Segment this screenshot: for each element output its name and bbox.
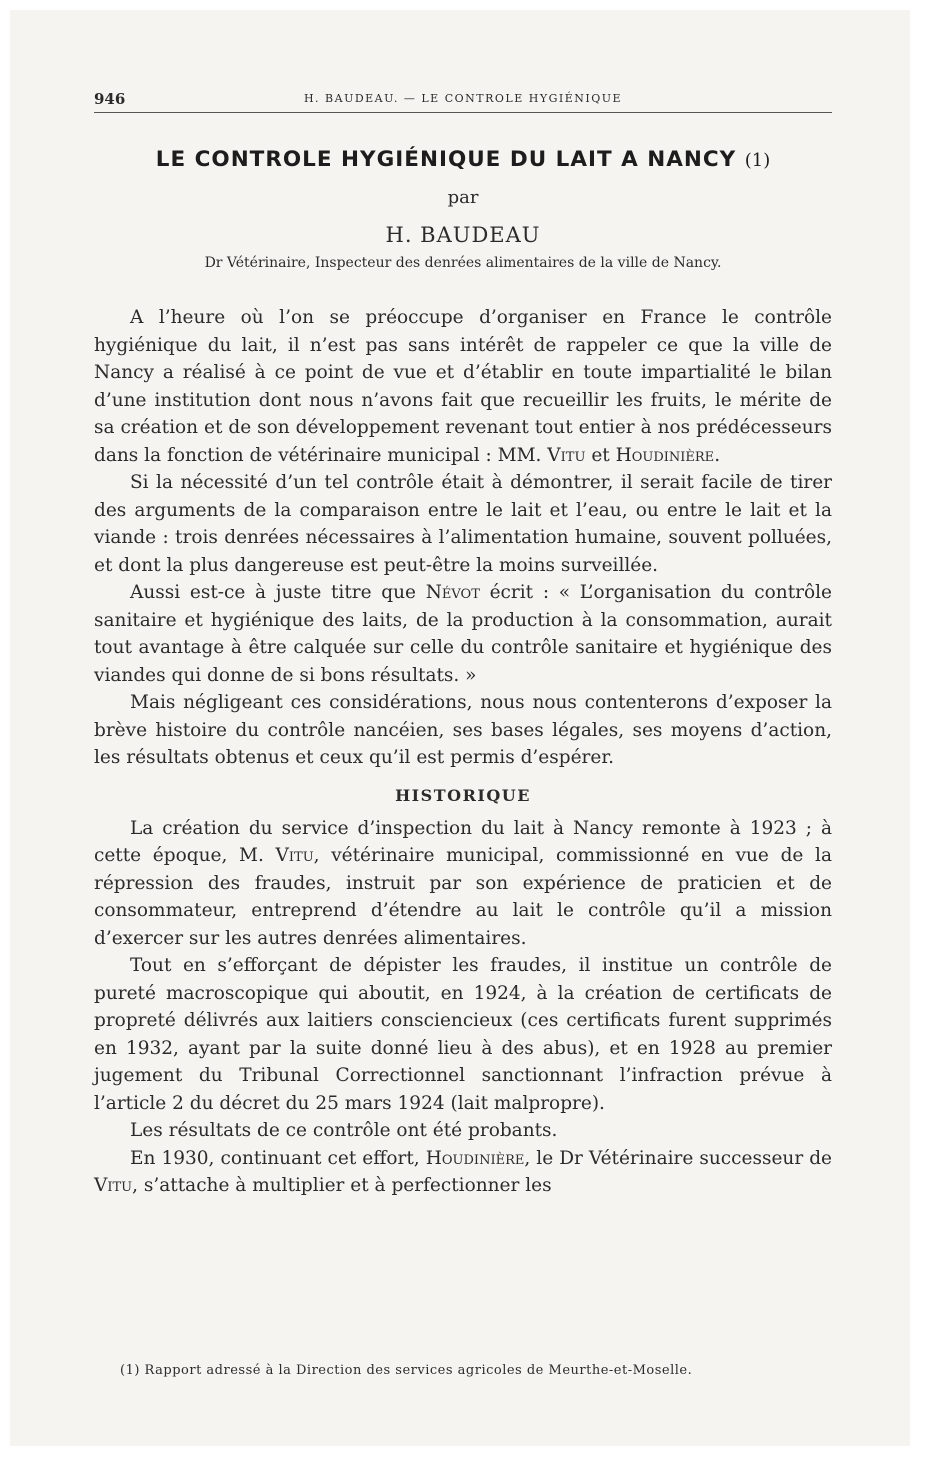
paragraph-1 — [94, 304, 832, 469]
sentence-end: . — [714, 444, 721, 466]
quotation: écrit : « L’organisation du contrôle sanitaire et hygiénique des laits, de la production à la consommation, aurait tout avantage à être calquée sur celle du contrôle sanitaire et hygiénique des viandes qui donne de si bons résultats. » — [94, 582, 832, 686]
paragraph-7: Les résultats de ce contrôle ont été probants. — [130, 1120, 558, 1141]
title-footnote-marker: (1) — [744, 150, 771, 171]
footnote: (1) Rapport adressé à la Direction des services agricoles de Meurthe-et-Moselle. — [120, 1363, 693, 1378]
person-name: Vitu — [94, 1175, 133, 1196]
person-name: Névot — [425, 582, 480, 603]
paragraph-8 — [94, 1145, 832, 1200]
paragraph-6: Tout en s’efforçant de dépister les fraudes, il institue un contrôle de pureté macroscopique qui aboutit, en 1924, à la création de certificats de propreté délivrés aux laitiers consciencieux (ces certificats furent supprimés en 1932, ayant par la suite donné lieu à des abus), et en 1928 au premier jugement du Tribunal Correctionnel sanctionnant l’infraction prévue à l’article 2 du décret du 25 mars 1924 (lait malpropre). — [94, 955, 832, 1114]
section-heading: HISTORIQUE — [395, 785, 531, 805]
person-name: Houdinière — [425, 1147, 525, 1169]
page-number: 946 — [94, 90, 126, 108]
running-title: H. BAUDEAU. — LE CONTROLE HYGIÉNIQUE — [303, 92, 623, 105]
article-title — [94, 147, 832, 172]
conjunction: et — [591, 444, 610, 466]
person-name: Houdinière — [615, 444, 715, 466]
person-name: Vitu — [275, 845, 314, 866]
paragraph-4: Mais négligeant ces considérations, nous nous contenterons d’exposer la brève histoire du contrôle nancéien, ses bases légales, ses moyens d’action, les résultats obtenus et ceux qu’il est permis d’espérer. — [94, 692, 832, 768]
paragraph-8-text: En 1930, continuant cet effort, — [130, 1147, 420, 1169]
article-title-text: LE CONTROLE HYGIÉNIQUE DU LAIT A NANCY — [155, 147, 737, 172]
paragraph-5-text: La création du service d’inspection du lait à Nancy remonte à 1923 ; à cette époque, M. — [94, 817, 832, 866]
author-affiliation: Dr Vétérinaire, Inspecteur des denrées alimentaires de la ville de Nancy. — [204, 255, 722, 271]
paragraph-1-text: A l’heure où l’on se préoccupe d’organiser en France le contrôle hygiénique du lait, il n’est pas sans intérêt de rappeler ce que la ville de Nancy a réalisé à ce point de vue et d’établir en toute impartialité le bilan d’une institution dont nous n’avons fait que recueillir les fruits, le mérite de sa création et de son développement revenant tout entier à nos prédécesseurs dans la fonction de vétérinaire municipal : MM. — [94, 307, 832, 466]
page-header — [94, 88, 832, 113]
paragraph-2: Si la nécessité d’un tel contrôle était à démontrer, il serait facile de tirer des arguments de la comparaison entre le lait et l’eau, ou entre le lait et la viande : trois denrées nécessaires à l’alimentation humaine, souvent polluées, et dont la plus dangereuse est peut-être la moins surveillée. — [94, 472, 832, 576]
person-name: Vitu — [547, 444, 586, 466]
byline-par: par — [447, 187, 479, 208]
paragraph-3 — [94, 579, 832, 689]
article-body — [94, 304, 832, 1200]
paragraph-5 — [94, 815, 832, 953]
paragraph-3-text: Aussi est-ce à juste titre que — [130, 582, 416, 603]
paragraph-8-text: , le Dr Vétérinaire successeur de — [524, 1147, 833, 1169]
paragraph-5-text: , vétérinaire municipal, commissionné en vue de la répression des fraudes, instruit par son expérience de praticien et de consommateur, entreprend d’étendre au lait le contrôle qu’il a mission d’exercer sur les autres denrées alimentaires. — [94, 845, 832, 949]
author-name: H. BAUDEAU — [385, 223, 541, 247]
paragraph-8-text: , s’attache à multiplier et à perfectionner les — [132, 1175, 552, 1196]
